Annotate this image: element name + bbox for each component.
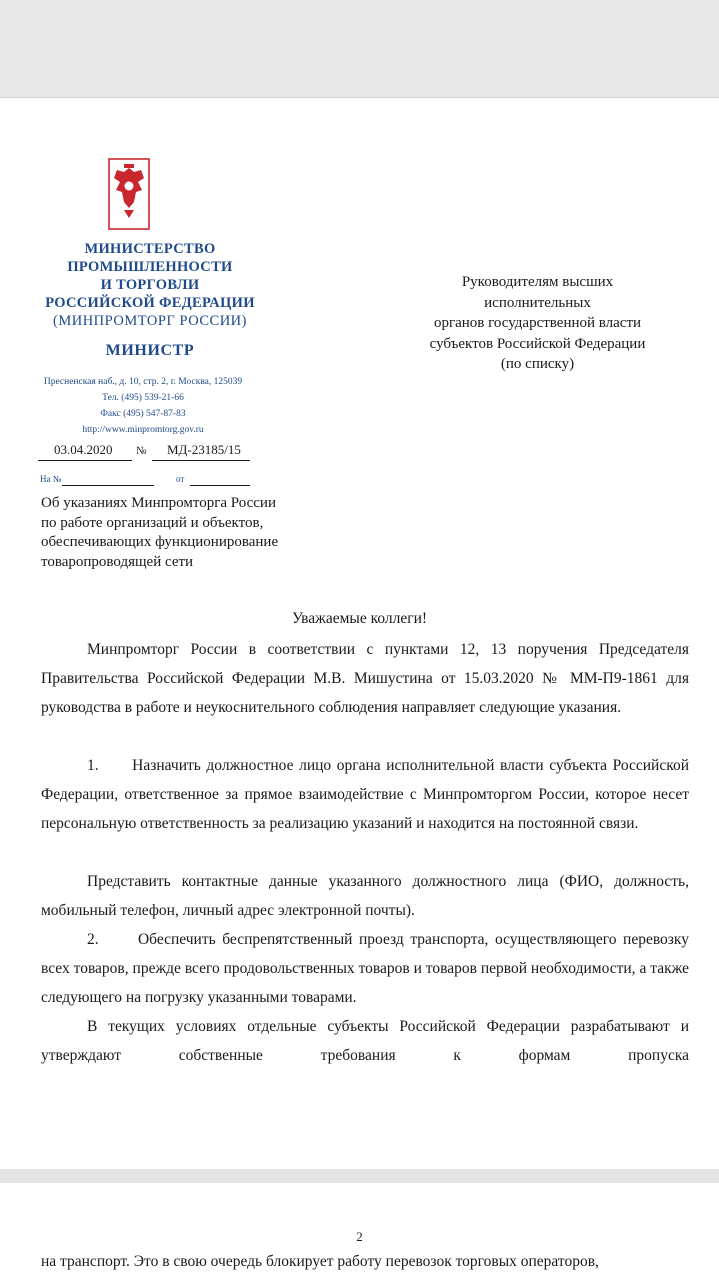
ministry-line-1: МИНИСТЕРСТВО bbox=[84, 241, 216, 257]
subject-line-2: по работе организаций и объектов, bbox=[41, 514, 264, 531]
reference-underline bbox=[62, 485, 154, 486]
reference-from-underline bbox=[190, 485, 250, 486]
ministry-name bbox=[0, 240, 300, 330]
document-number: МД-23185/15 bbox=[167, 442, 241, 457]
date-underline bbox=[38, 460, 132, 461]
ministry-line-4: РОССИЙСКОЙ ФЕДЕРАЦИИ bbox=[45, 295, 255, 311]
body-paragraph-5: В текущих условиях отдельные субъекты Российской Федерации разрабатывают и утверждают собственные требования к формам пропуска bbox=[41, 1018, 689, 1064]
subject-line-3: обеспечивающих функционирование bbox=[41, 534, 279, 550]
position-title: МИНИСТР bbox=[105, 342, 195, 359]
ministry-line-3: И ТОРГОВЛИ bbox=[100, 277, 200, 293]
page-2-first-line: на транспорт. Это в свою очередь блокирует работу перевозок торговых операторов, bbox=[41, 1253, 599, 1270]
document-page-1 bbox=[0, 98, 719, 1169]
viewer-top-bar bbox=[0, 0, 719, 98]
body-paragraph-2: 1. Назначить должностное лицо органа исполнительной власти субъекта Российской Федерации, ответственное за прямое взаимодействие с Минпромторгом России, которое несет персональную ответственность за реализацию указаний и находится на постоянной связи. bbox=[41, 757, 689, 832]
document-date: 03.04.2020 bbox=[54, 442, 113, 457]
ministry-short-name: (МИНПРОМТОРГ РОССИИ) bbox=[53, 313, 247, 329]
addressee-line-2: исполнительных bbox=[484, 294, 591, 311]
addressee-line-4: субъектов Российской Федерации bbox=[429, 335, 646, 352]
reference-label: На № bbox=[40, 474, 62, 484]
document-page-2 bbox=[0, 1183, 719, 1280]
subject-line-1: Об указаниях Минпромторга России bbox=[41, 495, 276, 511]
page-separator bbox=[0, 1169, 719, 1183]
document-number-label: № bbox=[136, 445, 147, 457]
coat-of-arms-icon bbox=[108, 158, 150, 230]
ministry-address: Пресненская наб., д. 10, стр. 2, г. Москва, 125039 bbox=[43, 377, 243, 387]
body-paragraph-1: Минпромторг России в соответствии с пунктами 12, 13 поручения Председателя Правительства Российской Федерации М.В. Мишустина от 15.03.2020 № ММ-П9-1861 для руководства в работе и неукоснительного соблюдения направляет следующие указания. bbox=[41, 641, 689, 716]
addressee-block bbox=[400, 272, 675, 375]
page-number: 2 bbox=[356, 1229, 363, 1244]
salutation: Уважаемые коллеги! bbox=[291, 610, 428, 627]
addressee-line-1: Руководителям высших bbox=[461, 274, 614, 290]
subject-line-4: товаропроводящей сети bbox=[41, 553, 194, 570]
body-paragraph-4: 2. Обеспечить беспрепятственный проезд транспорта, осуществляющего перевозку всех товаров, прежде всего продовольственных товаров и товаров первой необходимости, а также следующего на погрузку указанными товарами. bbox=[41, 931, 689, 1006]
addressee-line-3: органов государственной власти bbox=[433, 315, 642, 331]
ministry-line-2: ПРОМЫШЛЕННОСТИ bbox=[67, 259, 233, 275]
letter-subject bbox=[41, 494, 278, 572]
ministry-website: http://www.minpromtorg.gov.ru bbox=[82, 425, 204, 435]
addressee-line-5: (по списку) bbox=[500, 356, 575, 372]
ministry-contacts bbox=[0, 374, 286, 438]
ministry-phone: Тел. (495) 539-21-66 bbox=[102, 393, 184, 403]
ministry-fax: Факс (495) 547-87-83 bbox=[100, 409, 186, 419]
body-paragraph-3: Представить контактные данные указанного должностного лица (ФИО, должность, мобильный телефон, личный адрес электронной почты). bbox=[41, 873, 689, 919]
number-underline bbox=[152, 460, 250, 461]
reference-from-label: от bbox=[176, 474, 185, 484]
